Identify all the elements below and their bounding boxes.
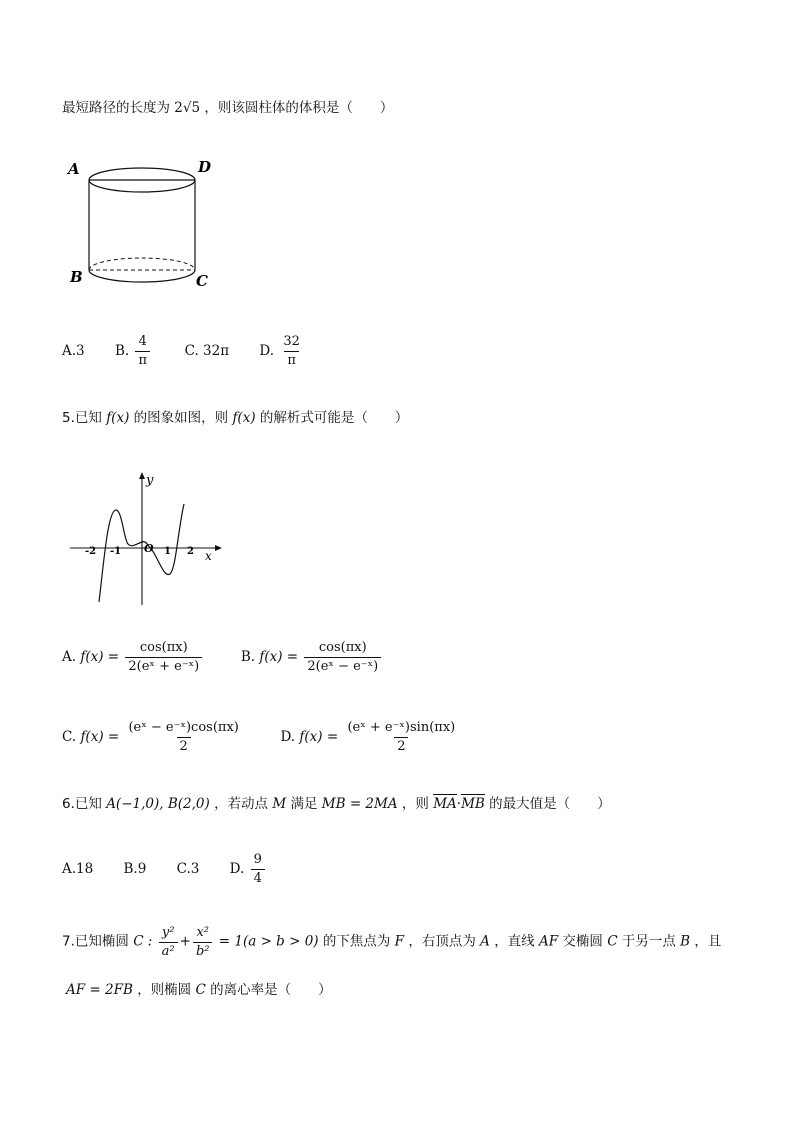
q4-option-d-prefix: D.: [259, 342, 275, 359]
q6-points: A(−1,0), B(2,0): [106, 796, 210, 812]
q7-stem-d: ，直线: [494, 933, 535, 950]
q6-options: [62, 852, 267, 886]
q7-cond: AF = 2FB: [66, 982, 133, 998]
origin-label: O: [144, 542, 154, 555]
tick-1: 1: [164, 546, 171, 557]
q5-option-a-num: cos(πx): [139, 640, 188, 655]
q6-stem: [62, 796, 611, 812]
q6-option-d-den: 4: [251, 869, 265, 887]
q4-option-d-num: 32: [283, 334, 300, 349]
q5-option-a-lhs: f(x) =: [80, 648, 120, 665]
q7-stem-line2: [66, 982, 332, 998]
q7-c2: C: [607, 933, 618, 950]
q5-stem-a: 5.已知: [62, 410, 102, 426]
q6-stem-e: 的最大值是（ ）: [489, 796, 611, 812]
q6-option-c: C.3: [176, 860, 200, 877]
tick-neg1: -1: [110, 546, 122, 557]
q4-option-b-den: π: [135, 351, 150, 369]
q6-option-d-prefix: D.: [229, 860, 245, 877]
q5-option-c-den: 2: [177, 737, 191, 755]
label-a: A: [68, 160, 80, 178]
q5-option-b-num: cos(πx): [318, 640, 367, 655]
q5-options-cd: [62, 720, 460, 754]
q7-term2-num: x²: [196, 925, 209, 940]
q7-line2-a: ，则椭圆: [137, 982, 192, 998]
q5-option-b-lhs: f(x) =: [259, 648, 299, 665]
q6-option-d-num: 9: [253, 852, 262, 867]
q7-c-name: C :: [133, 933, 153, 950]
q6-vec-ma: MA: [433, 796, 457, 812]
q7-stem-g: ，且: [694, 933, 722, 950]
label-b: B: [70, 268, 83, 286]
q7-b: B: [680, 933, 691, 950]
q5-option-c: [62, 720, 248, 754]
q7-af: AF: [538, 933, 559, 950]
q7-line2-b: 的离心率是（ ）: [210, 982, 332, 998]
q6-stem-d: ，则: [401, 796, 429, 812]
q5-option-c-lhs: f(x) =: [80, 728, 120, 745]
q6-option-a: A.18: [62, 860, 94, 877]
q5-option-a-den: 2(eˣ + e⁻ˣ): [125, 657, 202, 675]
q5-fx-1: f(x): [106, 410, 130, 426]
q4-stem: [62, 100, 393, 116]
q6-cond: MB = 2MA: [321, 796, 398, 812]
q7-stem-c: ，右顶点为: [408, 933, 476, 950]
q6-dot: ·: [456, 796, 462, 812]
q7-stem-e: 交椭圆: [562, 933, 603, 950]
q6-m: M: [272, 796, 287, 812]
q5-fx-2: f(x): [232, 410, 256, 426]
cylinder-figure: [62, 150, 232, 300]
q5-option-a-prefix: A.: [62, 648, 77, 665]
q6-option-b: B.9: [123, 860, 147, 877]
q5-option-b-den: 2(eˣ − e⁻ˣ): [304, 657, 381, 675]
q7-term2-den: b²: [193, 942, 213, 960]
q7-stem-line1: [62, 925, 721, 959]
q5-option-c-prefix: C.: [62, 728, 77, 745]
q6-stem-c: 满足: [290, 796, 318, 812]
x-axis-label: x: [205, 549, 212, 563]
q4-stem-prefix: 最短路径的长度为: [62, 100, 170, 116]
q7-rhs: = 1(a > b > 0): [218, 933, 319, 950]
q5-option-d-num: (eˣ + e⁻ˣ)sin(πx): [347, 720, 456, 735]
q6-vec-mb: MB: [461, 796, 485, 812]
q5-option-b-prefix: B.: [240, 648, 256, 665]
q7-plus: +: [179, 933, 191, 950]
tick-neg2: -2: [85, 546, 97, 557]
q7-stem-f: 于另一点: [621, 933, 676, 950]
q7-c3: C: [195, 982, 206, 998]
q4-options: [62, 334, 305, 368]
q4-option-a: A.3: [62, 342, 85, 359]
q5-option-d-den: 2: [394, 737, 408, 755]
q7-term1-num: y²: [161, 925, 175, 940]
q6-option-d: [229, 852, 267, 886]
q4-option-b-num: 4: [138, 334, 147, 349]
q4-option-b-prefix: B.: [114, 342, 130, 359]
q4-option-d-den: π: [284, 351, 299, 369]
q5-option-d-prefix: D.: [280, 728, 296, 745]
q5-option-d-lhs: f(x) =: [299, 728, 339, 745]
q7-a: A: [480, 933, 490, 950]
q7-stem-b: 的下焦点为: [322, 933, 391, 950]
q6-stem-b: ，若动点: [214, 796, 269, 812]
q5-option-d: [280, 720, 460, 754]
q4-stem-value: 2√5: [174, 100, 201, 116]
y-axis-label: y: [146, 473, 154, 488]
q5-option-c-num: (eˣ − e⁻ˣ)cos(πx): [128, 720, 239, 735]
label-c: C: [196, 272, 208, 290]
tick-2: 2: [187, 546, 194, 557]
q5-stem-b: 的图象如图，则: [133, 410, 229, 426]
q5-options-ab: [62, 640, 383, 674]
q5-stem: [62, 410, 408, 426]
q4-option-d: [259, 334, 304, 368]
q6-stem-a: 6.已知: [62, 796, 102, 812]
q5-stem-c: 的解析式可能是（ ）: [259, 410, 409, 426]
label-d: D: [198, 158, 212, 176]
q4-stem-suffix: ，则该圆柱体的体积是（ ）: [204, 100, 394, 116]
q4-option-b: [114, 334, 156, 368]
q4-option-c: C. 32π: [184, 342, 230, 359]
function-graph: [62, 470, 232, 610]
q7-stem-a: 7.已知椭圆: [62, 933, 129, 950]
q7-term1-den: a²: [159, 942, 178, 960]
q7-f: F: [394, 933, 405, 950]
